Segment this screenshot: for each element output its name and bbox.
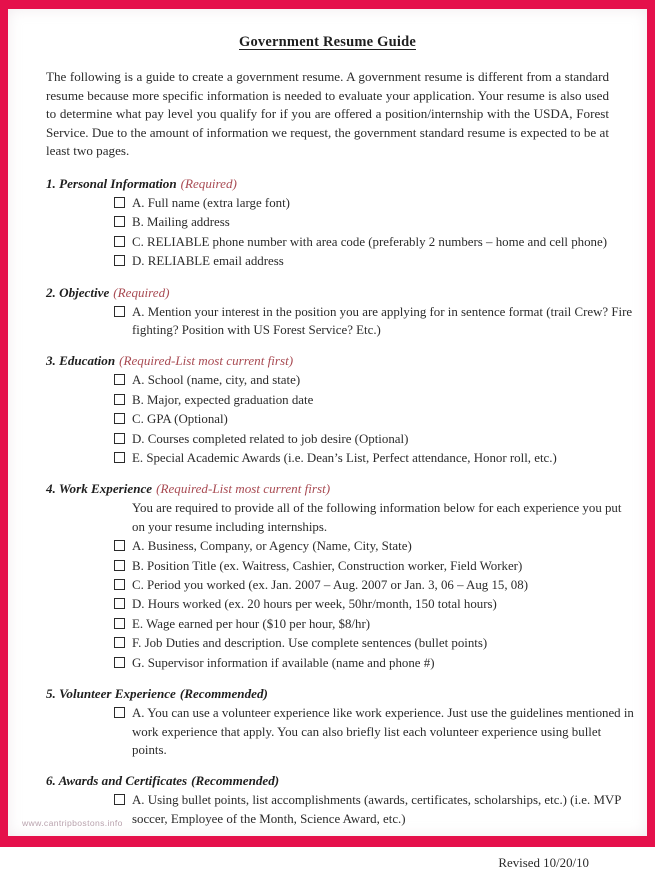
section-3 <box>46 352 635 467</box>
section-qualifier: (Required) <box>113 284 170 300</box>
checklist-item-label: A. Business, Company, or Agency (Name, City, State) <box>132 539 412 554</box>
checklist-item-label: A. School (name, city, and state) <box>132 373 301 388</box>
checkbox-icon[interactable] <box>114 618 125 629</box>
checklist-item[interactable] <box>46 430 635 448</box>
checklist <box>46 371 635 467</box>
section-spacer <box>20 468 635 480</box>
section-qualifier: (Required-List most current first) <box>119 353 294 369</box>
checklist-item[interactable] <box>46 615 635 633</box>
checklist-item[interactable] <box>46 634 635 652</box>
section-spacer <box>20 673 635 685</box>
checklist-item-label: D. Courses completed related to job desire (Optional) <box>132 431 409 446</box>
checklist-item[interactable] <box>46 213 635 231</box>
revised-date: Revised 10/20/10 <box>498 856 589 871</box>
checklist-item-label: C. GPA (Optional) <box>132 412 228 427</box>
intro-paragraph: The following is a guide to create a government resume. A government resume is different from a standard resume because more specific information is needed to evaluate your application. Your resume is also used to determine what pay level you qualify for if you are offered a position/internship with the USDA, Forest Service. Due to the amount of information we request, the government standard resume is expected to be at least two pages. <box>46 69 609 159</box>
checklist-item-label: B. Mailing address <box>132 215 230 230</box>
section-spacer <box>20 161 635 175</box>
checklist <box>46 194 635 271</box>
section-number: 4. <box>46 481 56 497</box>
page-title: Government Resume Guide <box>239 34 416 50</box>
section-2 <box>46 284 635 340</box>
section-qualifier: (Recommended) <box>191 773 280 789</box>
checklist-item-label: G. Supervisor information if available (name and phone #) <box>132 655 435 670</box>
checkbox-icon[interactable] <box>114 452 125 463</box>
checkbox-icon[interactable] <box>114 540 125 551</box>
checkbox-icon[interactable] <box>114 598 125 609</box>
checklist-item-label: C. RELIABLE phone number with area code (preferably 2 numbers – home and cell phone) <box>132 234 608 249</box>
checklist-item-label: A. Full name (extra large font) <box>132 195 290 210</box>
section-qualifier: (Recommended) <box>179 686 268 702</box>
checklist-item-label: B. Major, expected graduation date <box>132 392 314 407</box>
checklist-item-label: A. You can use a volunteer experience like work experience. Just use the guidelines mentioned in work experience that apply. You can also briefly list each volunteer experience using bullet points. <box>132 706 634 757</box>
section-heading <box>46 685 635 702</box>
checkbox-icon[interactable] <box>114 707 125 718</box>
checklist-item[interactable] <box>46 371 635 389</box>
checkbox-icon[interactable] <box>114 216 125 227</box>
section-spacer <box>20 340 635 352</box>
checklist-item-label: A. Mention your interest in the position you are applying for in sentence format (trail Crew? Fire fighting? Position with US Forest Service? Etc.) <box>132 304 633 337</box>
sections-container <box>20 161 635 828</box>
checklist-item[interactable] <box>46 303 635 340</box>
checklist <box>46 791 635 828</box>
checkbox-icon[interactable] <box>114 657 125 668</box>
section-4 <box>46 480 635 672</box>
checklist-item[interactable] <box>46 449 635 467</box>
section-number: 5. <box>46 686 56 702</box>
section-title: Work Experience <box>58 481 153 497</box>
site-watermark: www.cantripbostons.info <box>22 818 123 828</box>
section-heading <box>46 175 635 192</box>
section-heading <box>46 480 635 497</box>
checklist-item-label: A. Using bullet points, list accomplishments (awards, certificates, scholarships, etc.) (i.e. MVP soccer, Employee of the Month, Science Award, etc.) <box>132 793 621 826</box>
checklist-item-label: D. RELIABLE email address <box>132 254 284 269</box>
checklist-item[interactable] <box>46 654 635 672</box>
section-number: 3. <box>46 353 56 369</box>
checklist-item[interactable] <box>46 791 635 828</box>
checkbox-icon[interactable] <box>114 637 125 648</box>
section-title: Objective <box>59 284 110 300</box>
checklist-item-label: B. Position Title (ex. Waitress, Cashier, Construction worker, Field Worker) <box>132 558 523 573</box>
checklist-item[interactable] <box>46 704 635 759</box>
section-title: Education <box>59 353 116 369</box>
section-qualifier: (Required-List most current first) <box>156 481 331 497</box>
section-number: 6. <box>46 773 56 789</box>
section-title: Awards and Certificates <box>58 773 188 789</box>
checklist-item[interactable] <box>46 595 635 613</box>
section-number: 1. <box>46 175 56 191</box>
checklist-item[interactable] <box>46 233 635 251</box>
checklist-item[interactable] <box>46 410 635 428</box>
checklist-item-label: C. Period you worked (ex. Jan. 2007 – Aug. 2007 or Jan. 3, 06 – Aug 15, 08) <box>132 578 528 593</box>
checklist-item[interactable] <box>46 391 635 409</box>
checklist-item-label: E. Wage earned per hour ($10 per hour, $8/hr) <box>132 616 371 631</box>
checklist <box>46 303 635 340</box>
section-spacer <box>20 760 635 772</box>
section-6 <box>46 772 635 828</box>
checklist-item[interactable] <box>46 576 635 594</box>
checklist-item-label: D. Hours worked (ex. 20 hours per week, 50hr/month, 150 total hours) <box>132 597 497 612</box>
checkbox-icon[interactable] <box>114 433 125 444</box>
section-heading <box>46 772 635 789</box>
checkbox-icon[interactable] <box>114 374 125 385</box>
checklist <box>46 704 635 759</box>
checkbox-icon[interactable] <box>114 197 125 208</box>
checkbox-icon[interactable] <box>114 306 125 317</box>
checkbox-icon[interactable] <box>114 413 125 424</box>
document-body <box>8 9 647 871</box>
checkbox-icon[interactable] <box>114 560 125 571</box>
section-note: You are required to provide all of the following information below for each experience you put on your resume including internships. <box>132 501 622 534</box>
section-spacer <box>20 272 635 284</box>
checkbox-icon[interactable] <box>114 794 125 805</box>
checklist-item[interactable] <box>46 194 635 212</box>
checkbox-icon[interactable] <box>114 579 125 590</box>
section-1 <box>46 175 635 271</box>
section-number: 2. <box>46 284 56 300</box>
checklist-item[interactable] <box>46 252 635 270</box>
section-title: Personal Information <box>59 175 177 191</box>
checklist-item[interactable] <box>46 557 635 575</box>
checkbox-icon[interactable] <box>114 255 125 266</box>
section-5 <box>46 685 635 759</box>
checklist-item[interactable] <box>46 537 635 555</box>
section-title: Volunteer Experience <box>59 686 176 702</box>
section-heading <box>46 352 635 369</box>
checkbox-icon[interactable] <box>114 236 125 247</box>
checklist <box>46 499 635 672</box>
section-heading <box>46 284 635 301</box>
section-qualifier: (Required) <box>180 175 237 191</box>
checklist-item-label: F. Job Duties and description. Use complete sentences (bullet points) <box>132 636 488 651</box>
checkbox-icon[interactable] <box>114 394 125 405</box>
checklist-item-label: E. Special Academic Awards (i.e. Dean’s List, Perfect attendance, Honor roll, etc.) <box>132 451 557 466</box>
